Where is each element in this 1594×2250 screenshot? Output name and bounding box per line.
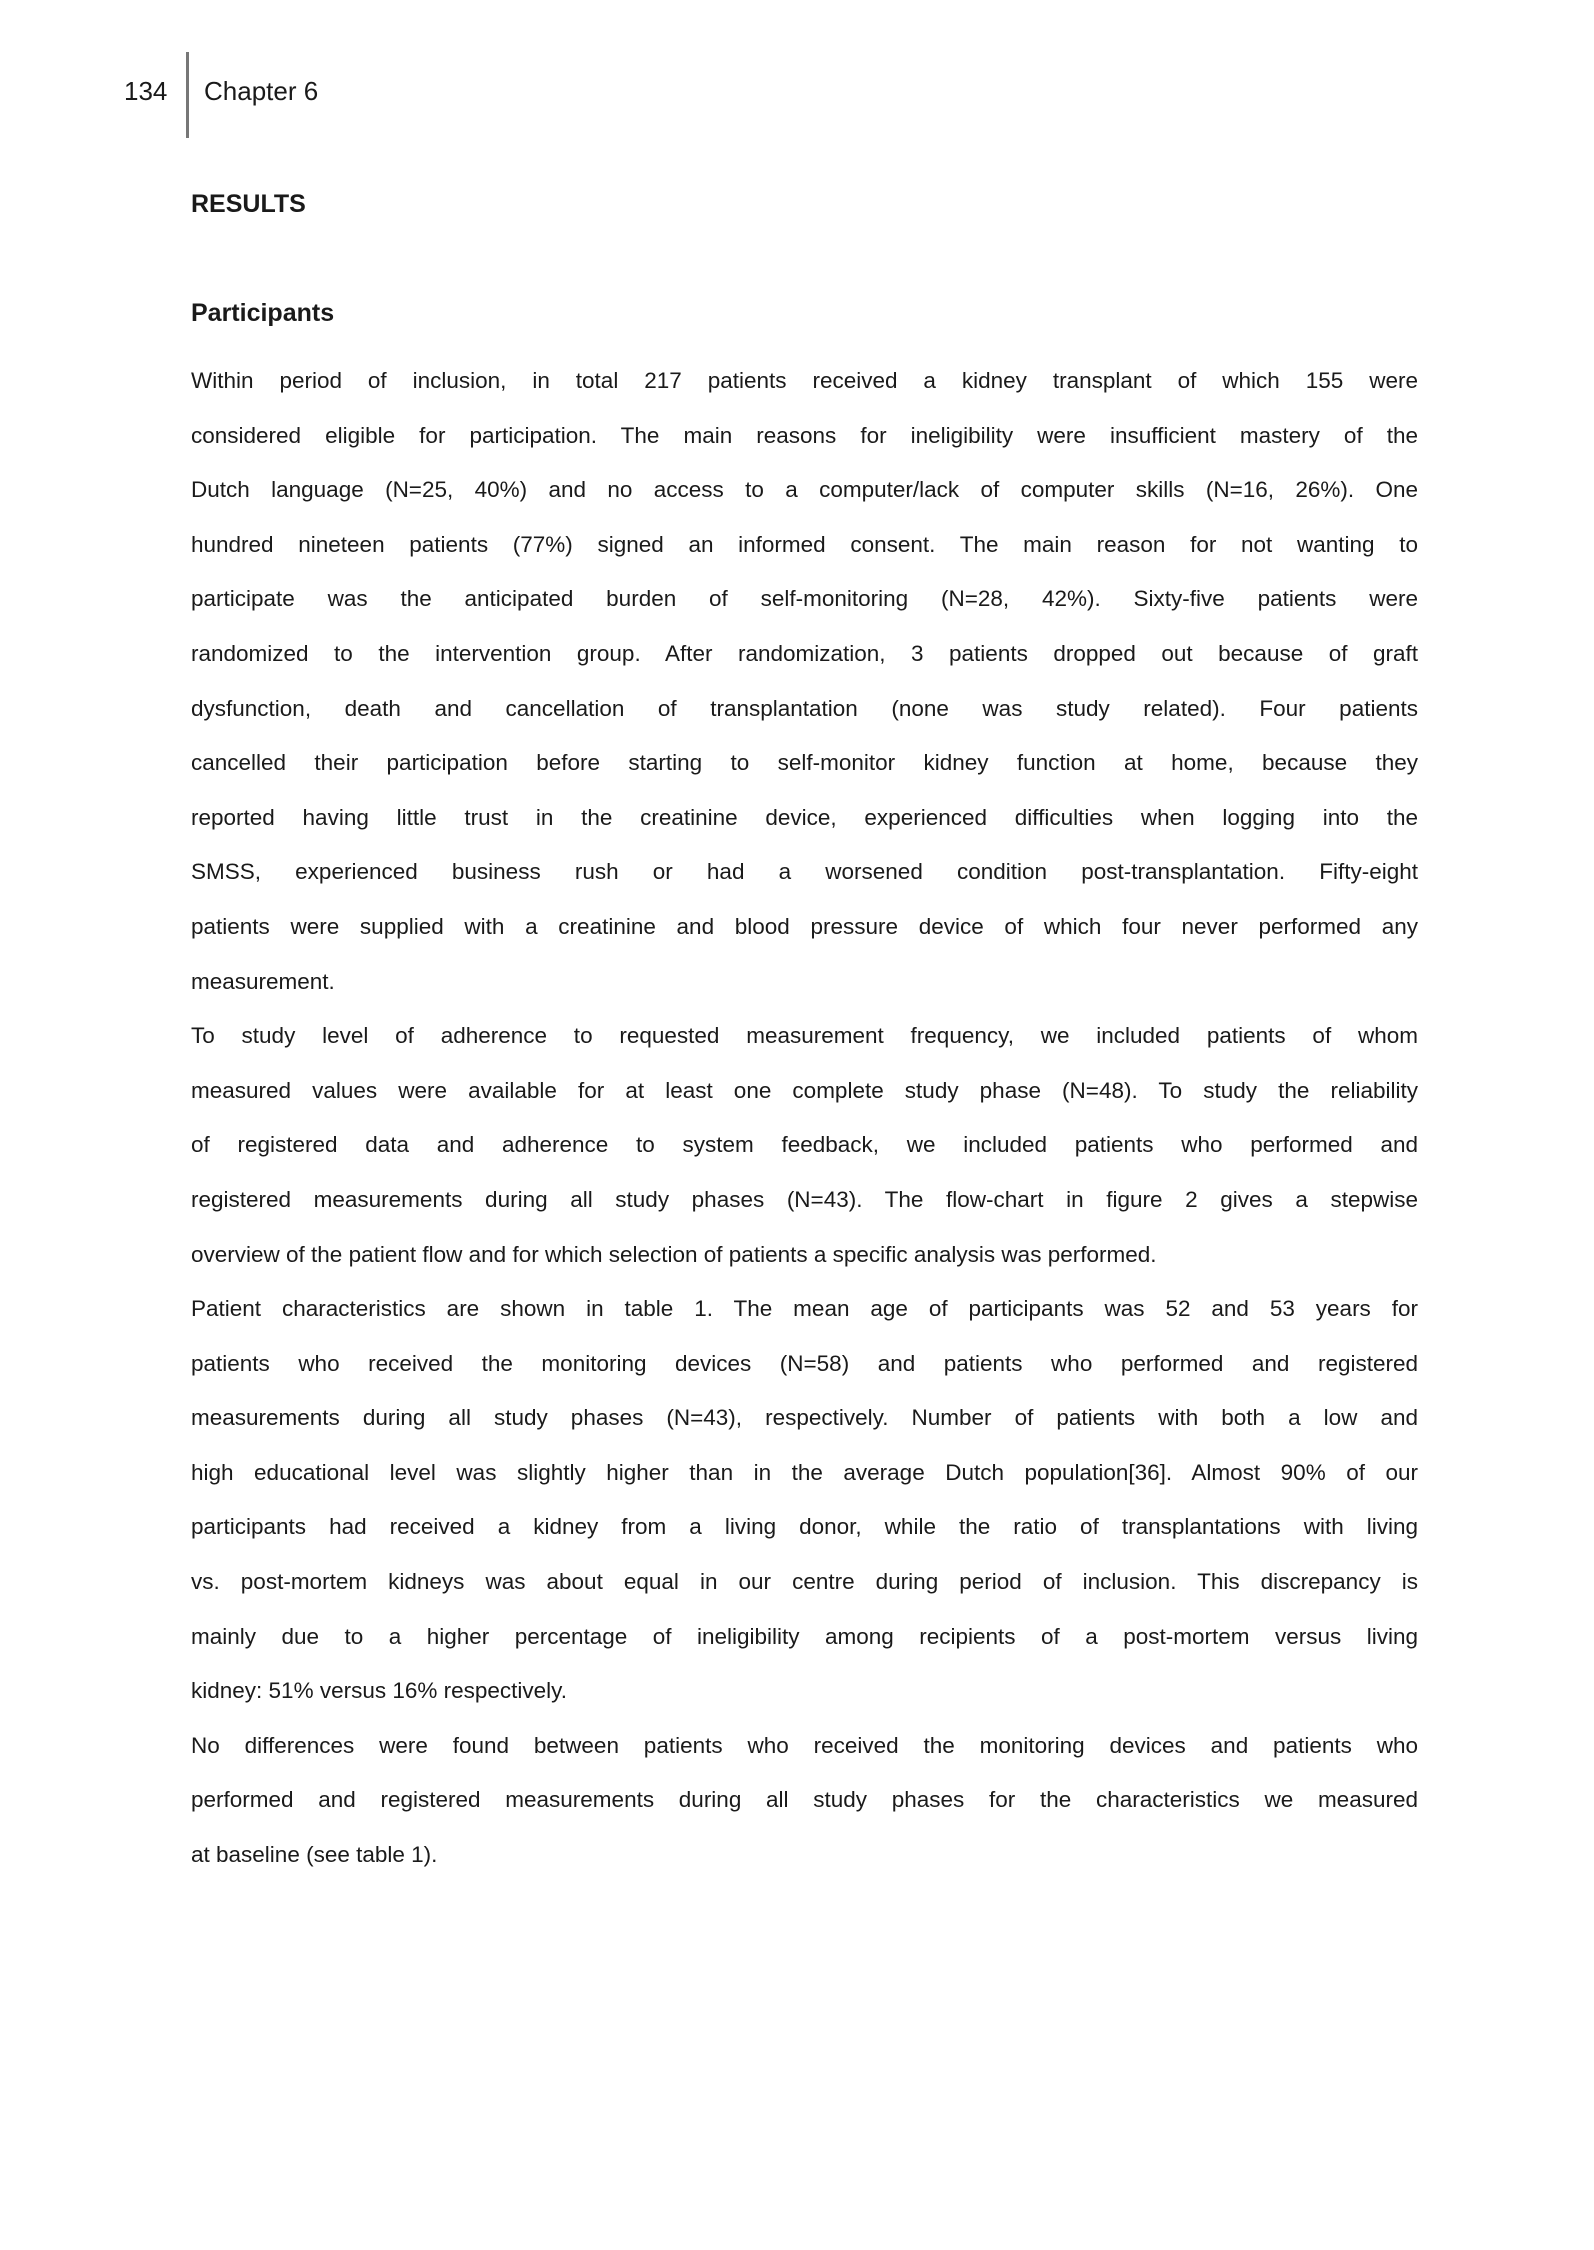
page-number: 134 [124, 76, 168, 106]
text-line: high educational level was slightly higher than in the average Dutch population[36]. Almost 90% of our [191, 1459, 1418, 1485]
paragraph [191, 1009, 1418, 1282]
text-line: reported having little trust in the creatinine device, experienced difficulties when logging into the [191, 804, 1418, 830]
paragraph [191, 1282, 1418, 1719]
text-line: considered eligible for participation. The main reasons for ineligibility were insufficient mastery of the [191, 422, 1418, 448]
text-line: Patient characteristics are shown in table 1. The mean age of participants was 52 and 53 years for [191, 1296, 1418, 1322]
text-line: registered measurements during all study phases (N=43). The flow-chart in figure 2 gives a stepwise [191, 1186, 1418, 1212]
text-line: measurement. [191, 968, 335, 994]
text-line: No differences were found between patients who received the monitoring devices and patients who [191, 1732, 1418, 1758]
text-line: Within period of inclusion, in total 217 patients received a kidney transplant of which 155 were [191, 368, 1418, 393]
chapter-title: Chapter 6 [204, 76, 319, 106]
text-line: participate was the anticipated burden of self-monitoring (N=28, 42%). Sixty-five patients were [191, 586, 1418, 612]
paragraph [191, 354, 1418, 1009]
text-line: mainly due to a higher percentage of ineligibility among recipients of a post-mortem versus living [191, 1623, 1418, 1649]
text-line: To study level of adherence to requested measurement frequency, we included patients of whom [191, 1023, 1418, 1049]
text-line: hundred nineteen patients (77%) signed an informed consent. The main reason for not wanting to [191, 531, 1418, 557]
text-line: patients were supplied with a creatinine and blood pressure device of which four never performed any [191, 913, 1418, 939]
text-line: measurements during all study phases (N=43), respectively. Number of patients with both a low and [191, 1405, 1418, 1431]
text-line: patients who received the monitoring devices (N=58) and patients who performed and registered [191, 1350, 1418, 1376]
text-line: overview of the patient flow and for which selection of patients a specific analysis was performed. [191, 1241, 1157, 1267]
text-line: measured values were available for at least one complete study phase (N=48). To study the reliability [191, 1077, 1418, 1103]
text-line: performed and registered measurements during all study phases for the characteristics we measured [191, 1787, 1418, 1813]
text-line: cancelled their participation before starting to self-monitor kidney function at home, because they [191, 750, 1418, 776]
subsection-heading: Participants [191, 299, 335, 327]
text-line: participants had received a kidney from a living donor, while the ratio of transplantations with living [191, 1514, 1418, 1540]
text-line: dysfunction, death and cancellation of transplantation (none was study related). Four patients [191, 695, 1418, 721]
text-line: at baseline (see table 1). [191, 1842, 438, 1868]
section-heading: RESULTS [191, 190, 306, 218]
body-text [191, 354, 1418, 1883]
paragraph [191, 1719, 1418, 1883]
text-line: vs. post-mortem kidneys was about equal in our centre during period of inclusion. This discrepancy is [191, 1569, 1418, 1595]
text-line: Dutch language (N=25, 40%) and no access to a computer/lack of computer skills (N=16, 26%). One [191, 477, 1418, 503]
text-line: SMSS, experienced business rush or had a worsened condition post-transplantation. Fifty-eight [191, 859, 1418, 885]
header-divider [186, 52, 189, 138]
text-line: kidney: 51% versus 16% respectively. [191, 1678, 568, 1704]
text-line: randomized to the intervention group. After randomization, 3 patients dropped out because of graft [191, 640, 1418, 666]
text-line: of registered data and adherence to system feedback, we included patients who performed and [191, 1132, 1418, 1158]
